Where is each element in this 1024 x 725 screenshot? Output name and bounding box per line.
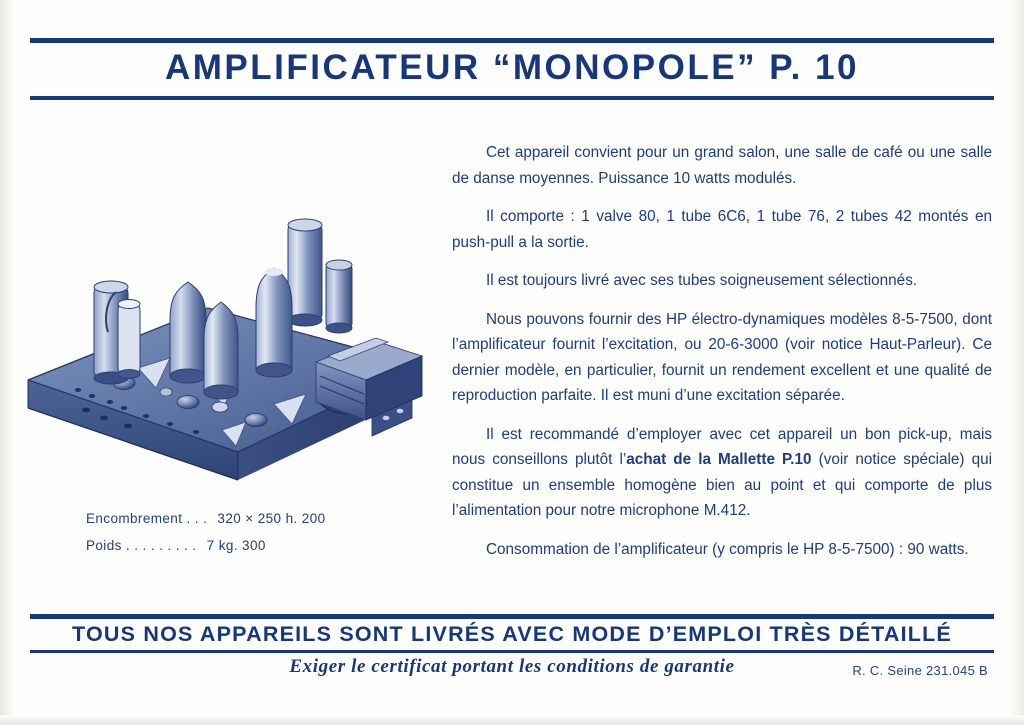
paragraph-pickup-before: Il est recommandé d’employer avec cet appareil un bon pick-up, mais nous conseillons plutôt l’	[452, 425, 992, 468]
divider-footer-top	[30, 614, 994, 619]
divider-top	[30, 38, 994, 43]
spec-value: 320 × 250 h. 200	[217, 511, 326, 526]
paragraph-consumption: Consommation de l’amplificateur (y compris le HP 8-5-7500) : 90 watts.	[486, 540, 969, 558]
paragraph-usage: Cet appareil convient pour un grand salon, une salle de café ou une salle de danse moyennes. Puissance 10 watts modulés.	[452, 144, 992, 187]
footer-headline: TOUS NOS APPAREILS SONT LIVRÉS AVEC MODE D’EMPLOI TRÈS DÉTAILLÉ	[72, 622, 952, 646]
paragraph-speakers: Nous pouvons fournir des HP électro-dynamiques modèles 8-5-7500, dont l’amplificateur fournit l’excitation, ou 20-6-3000 (voir notice Haut-Parleur). Ce dernier modèle, en particulier, fournit un rendement excellent et une qualité de reproduction parfaite. Il est muni d’une excitation séparée.	[452, 310, 992, 404]
paragraph-tubes: Il comporte : 1 valve 80, 1 tube 6C6, 1 tube 76, 2 tubes 42 montés en push-pull a la sortie.	[452, 208, 992, 251]
footer-subline: Exiger le certificat portant les conditions de garantie	[289, 656, 735, 677]
description-column	[452, 140, 992, 575]
scan-edge-right	[1010, 0, 1024, 725]
divider-footer-bottom	[30, 650, 994, 653]
product-photo	[20, 180, 430, 500]
paragraph-pickup-bold: achat de la Mallette P.10	[626, 451, 812, 468]
spec-row	[86, 505, 416, 532]
spec-label: Poids . . . . . . . . .	[86, 538, 197, 553]
divider-under-title	[30, 96, 994, 100]
spec-label: Encombrement . . .	[86, 511, 208, 526]
scan-edge-bottom	[0, 715, 1024, 725]
page-title: AMPLIFICATEUR “MONOPOLE” P. 10	[164, 48, 860, 87]
paragraph-pickup-after: (voir notice spéciale) qui constitue un ensemble homogène bien au point et qui comporte de plus l’alimentation pour notre microphone M.412.	[452, 451, 992, 519]
paragraph-pickup	[452, 422, 992, 524]
spec-row	[86, 532, 416, 559]
specs-caption	[86, 505, 416, 559]
paragraph-selection: Il est toujours livré avec ses tubes soigneusement sélectionnés.	[486, 272, 918, 289]
footer-registration: R. C. Seine 231.045 B	[852, 663, 988, 678]
scan-edge-left	[0, 0, 14, 725]
amplifier-illustration	[20, 180, 430, 500]
spec-value: 7 kg. 300	[206, 538, 266, 553]
